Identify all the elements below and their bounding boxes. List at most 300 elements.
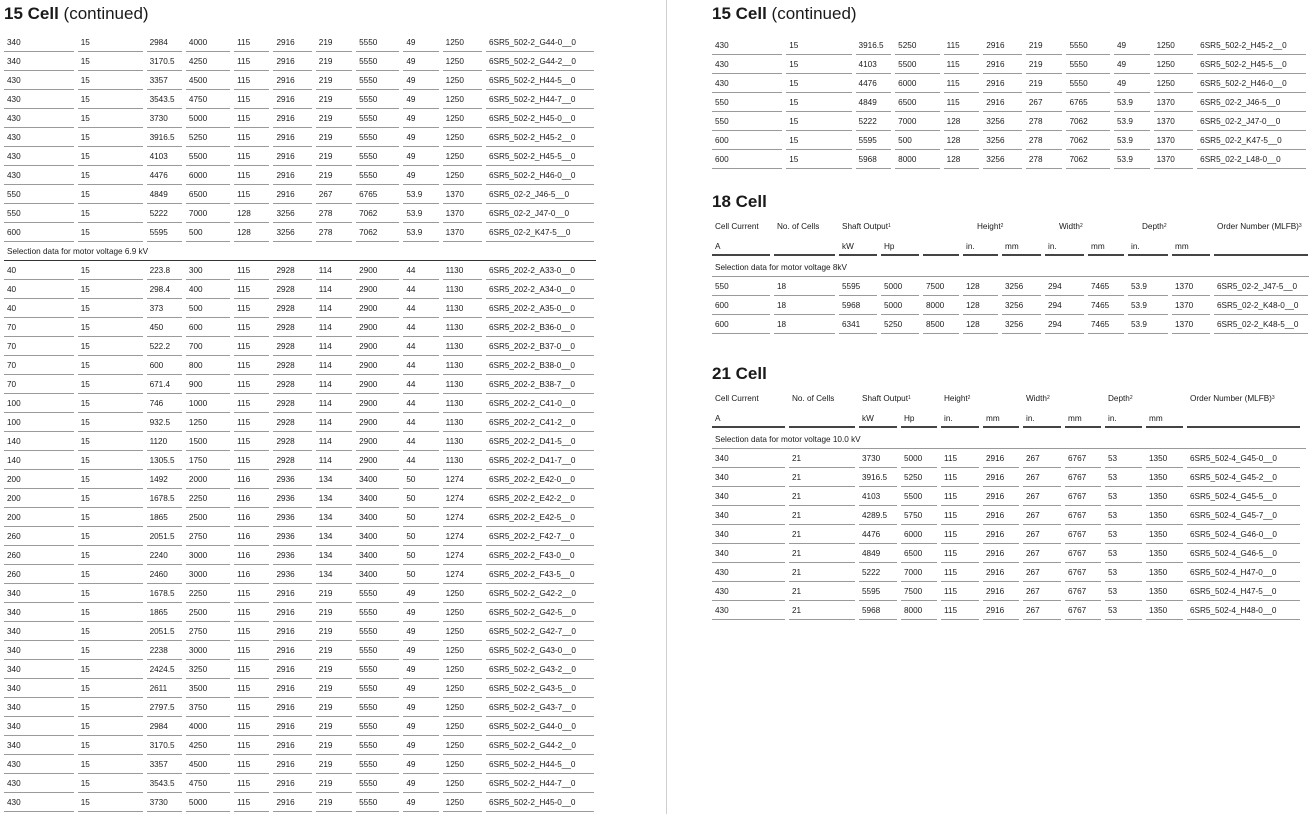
table-cell: 6SR5_502-2_H45-0__0 <box>486 793 598 812</box>
table-cell: 5222 <box>147 204 186 223</box>
table-cell: 300 <box>186 261 234 280</box>
table-cell: 2928 <box>273 261 315 280</box>
table-cell: 6SR5_502-2_G42-5__0 <box>486 603 598 622</box>
table-cell: 3500 <box>186 679 234 698</box>
table-cell: 2984 <box>147 33 186 52</box>
table-cell: 260 <box>4 565 78 584</box>
table-cell: 114 <box>316 337 356 356</box>
section-title-15-cell <box>712 4 1310 24</box>
table-cell: 128 <box>944 112 984 131</box>
table-cell: 2797.5 <box>147 698 186 717</box>
header-label: Depth <box>1142 221 1164 231</box>
table-cell: 50 <box>403 546 442 565</box>
table-cell: 2051.5 <box>147 527 186 546</box>
table-cell: 40 <box>4 261 78 280</box>
table-cell: 15 <box>786 55 855 74</box>
table-cell: 53 <box>1105 487 1146 506</box>
table-cell: 2916 <box>273 109 315 128</box>
table-cell: 5550 <box>356 109 403 128</box>
table-cell: 219 <box>316 698 356 717</box>
table-cell: 2916 <box>983 506 1023 525</box>
table-cell: 116 <box>234 527 273 546</box>
left-page <box>4 4 598 812</box>
table-cell: 7465 <box>1088 277 1128 296</box>
table-cell: 53.9 <box>1114 150 1154 169</box>
table-cell: 15 <box>78 90 147 109</box>
table-cell: 2750 <box>186 622 234 641</box>
table-cell: 6SR5_502-2_H44-7__0 <box>486 90 598 109</box>
unit-cell: kW <box>839 236 881 256</box>
table-cell: 49 <box>403 128 442 147</box>
table-cell: 6SR5_502-2_H44-5__0 <box>486 71 598 90</box>
table-row <box>712 74 1310 93</box>
table-cell: 15 <box>78 679 147 698</box>
table-cell: 3750 <box>186 698 234 717</box>
table-row <box>4 641 598 660</box>
table-row <box>4 508 598 527</box>
table-cell: 44 <box>403 261 442 280</box>
table-cell: 550 <box>712 277 774 296</box>
table-cell: 15 <box>78 603 147 622</box>
table-cell: 2916 <box>983 601 1023 620</box>
table-cell: 128 <box>963 296 1002 315</box>
table-cell: 6SR5_502-2_G44-0__0 <box>486 717 598 736</box>
table-cell: 294 <box>1045 296 1088 315</box>
table-cell: 15 <box>78 52 147 71</box>
units-row <box>712 408 1310 428</box>
table-cell: 2916 <box>983 582 1023 601</box>
table-cell: 2916 <box>273 717 315 736</box>
table-cell: 6SR5_502-2_H45-2__0 <box>1197 36 1310 55</box>
unit-cell: kW <box>859 408 901 428</box>
table-header-21-cell <box>712 388 1310 428</box>
table-cell: 7000 <box>895 112 944 131</box>
table-cell: 115 <box>234 90 273 109</box>
table-cell: 340 <box>712 468 789 487</box>
title-suffix: (continued) <box>766 4 857 23</box>
table-cell: 128 <box>234 223 273 242</box>
table-cell: 1250 <box>443 109 486 128</box>
table-cell: 6SR5_502-2_G44-0__0 <box>486 33 598 52</box>
table-cell: 5550 <box>356 717 403 736</box>
table-cell: 21 <box>789 525 859 544</box>
table-cell: 15 <box>786 93 855 112</box>
table-cell: 5550 <box>356 641 403 660</box>
table-cell: 1130 <box>443 280 486 299</box>
table-cell: 6000 <box>895 74 944 93</box>
table-cell: 3170.5 <box>147 52 186 71</box>
table-cell: 2916 <box>273 679 315 698</box>
table-row <box>4 280 598 299</box>
unit-cell: in. <box>1023 408 1065 428</box>
table-cell: 114 <box>316 318 356 337</box>
table-cell: 44 <box>403 432 442 451</box>
table-row <box>4 356 598 375</box>
table-cell: 116 <box>234 508 273 527</box>
table-cell: 6SR5_502-2_H45-0__0 <box>486 109 598 128</box>
table-cell: 3000 <box>186 565 234 584</box>
table-cell: 2916 <box>273 641 315 660</box>
unit-cell <box>789 408 859 428</box>
table-cell: 267 <box>1023 544 1065 563</box>
table-cell: 3400 <box>356 470 403 489</box>
table-cell: 5550 <box>356 147 403 166</box>
table-cell: 3400 <box>356 489 403 508</box>
table-cell: 267 <box>1023 487 1065 506</box>
table-cell: 1250 <box>443 33 486 52</box>
table-cell: 21 <box>789 544 859 563</box>
table-cell: 6SR5_202-2_A34-0__0 <box>486 280 598 299</box>
table-row <box>4 546 598 565</box>
header-label: Cell Current <box>715 221 759 231</box>
column-header: Depth 2 <box>1142 221 1167 231</box>
table-cell: 2900 <box>356 318 403 337</box>
table-cell: 6767 <box>1065 506 1105 525</box>
table-cell: 114 <box>316 299 356 318</box>
table-cell: 2936 <box>273 489 315 508</box>
table-cell: 49 <box>403 641 442 660</box>
table-cell: 5500 <box>901 487 941 506</box>
table-cell: 21 <box>789 468 859 487</box>
table-cell: 116 <box>234 565 273 584</box>
table-cell: 15 <box>78 109 147 128</box>
table-cell: 2916 <box>273 185 315 204</box>
table-cell: 15 <box>786 150 855 169</box>
table-cell: 15 <box>78 204 147 223</box>
table-cell: 15 <box>78 318 147 337</box>
table-cell: 2916 <box>983 487 1023 506</box>
table-cell: 7000 <box>186 204 234 223</box>
table-cell: 53 <box>1105 582 1146 601</box>
table-cell: 5500 <box>186 147 234 166</box>
table-cell: 7062 <box>1066 150 1114 169</box>
table-cell: 6SR5_502-2_G43-7__0 <box>486 698 598 717</box>
table-cell: 114 <box>316 375 356 394</box>
table-cell: 1250 <box>443 584 486 603</box>
table-cell: 5550 <box>356 52 403 71</box>
table-cell: 115 <box>234 584 273 603</box>
table-cell: 49 <box>403 166 442 185</box>
data-table-18-cell <box>712 277 1312 334</box>
table-cell: 340 <box>4 641 78 660</box>
unit-cell: mm <box>1146 408 1187 428</box>
table-cell: 2928 <box>273 432 315 451</box>
table-cell: 15 <box>78 546 147 565</box>
table-cell: 15 <box>78 736 147 755</box>
table-cell: 600 <box>147 356 186 375</box>
table-cell: 219 <box>1026 55 1067 74</box>
table-cell: 6SR5_502-2_H45-5__0 <box>1197 55 1310 74</box>
table-cell: 5550 <box>356 679 403 698</box>
table-cell: 50 <box>403 489 442 508</box>
table-cell: 219 <box>316 774 356 793</box>
table-cell: 5250 <box>881 315 923 334</box>
table-cell: 115 <box>234 774 273 793</box>
table-cell: 116 <box>234 489 273 508</box>
title-bold: 18 Cell <box>712 192 767 211</box>
table-cell: 140 <box>4 451 78 470</box>
table-cell: 15 <box>78 280 147 299</box>
table-row <box>712 487 1310 506</box>
table-cell: 15 <box>78 793 147 812</box>
table-cell: 267 <box>1023 582 1065 601</box>
unit-cell <box>923 236 963 256</box>
table-cell: 4103 <box>856 55 896 74</box>
table-cell: 430 <box>4 109 78 128</box>
table-cell: 115 <box>944 36 984 55</box>
table-cell: 2900 <box>356 261 403 280</box>
table-cell: 500 <box>186 299 234 318</box>
table-cell: 900 <box>186 375 234 394</box>
table-cell: 3916.5 <box>856 36 896 55</box>
unit-cell <box>774 236 839 256</box>
table-cell: 1130 <box>443 394 486 413</box>
column-header: Shaft Output 1 <box>842 221 891 231</box>
table-cell: 115 <box>234 128 273 147</box>
table-cell: 6SR5_502-4_H48-0__0 <box>1187 601 1304 620</box>
table-row <box>4 565 598 584</box>
table-row <box>4 622 598 641</box>
table-row <box>712 449 1310 468</box>
table-cell: 2916 <box>983 36 1026 55</box>
table-cell: 3730 <box>859 449 901 468</box>
table-cell: 550 <box>4 185 78 204</box>
table-cell: 15 <box>78 470 147 489</box>
table-cell: 15 <box>78 299 147 318</box>
table-cell: 21 <box>789 506 859 525</box>
table-cell: 128 <box>944 131 984 150</box>
table-cell: 5968 <box>839 296 881 315</box>
table-cell: 6SR5_502-2_H46-0__0 <box>486 166 598 185</box>
table-cell: 1250 <box>443 774 486 793</box>
table-cell: 1350 <box>1146 582 1187 601</box>
table-cell: 15 <box>78 128 147 147</box>
header-label: Height <box>977 221 1001 231</box>
table-cell: 5750 <box>901 506 941 525</box>
table-cell: 44 <box>403 318 442 337</box>
table-cell: 15 <box>78 527 147 546</box>
table-cell: 15 <box>78 185 147 204</box>
table-cell: 278 <box>316 204 356 223</box>
table-cell: 1370 <box>1154 150 1198 169</box>
table-cell: 8500 <box>923 315 963 334</box>
table-cell: 267 <box>1023 468 1065 487</box>
table-cell: 115 <box>234 147 273 166</box>
table-cell: 40 <box>4 299 78 318</box>
unit-cell: mm <box>983 408 1023 428</box>
table-cell: 115 <box>944 93 984 112</box>
table-cell: 15 <box>78 698 147 717</box>
table-header-18-cell <box>712 216 1312 256</box>
table-cell: 6SR5_502-2_H44-5__0 <box>486 755 598 774</box>
table-cell: 1500 <box>186 432 234 451</box>
table-cell: 1370 <box>443 204 486 223</box>
header-label: Order Number (MLFB) <box>1217 221 1299 231</box>
table-row <box>4 185 598 204</box>
table-cell: 200 <box>4 508 78 527</box>
unit-cell: mm <box>1065 408 1105 428</box>
header-label: No. of Cells <box>792 393 835 403</box>
table-cell: 53.9 <box>403 185 442 204</box>
table-cell: 114 <box>316 261 356 280</box>
table-cell: 44 <box>403 375 442 394</box>
table-cell: 267 <box>1023 563 1065 582</box>
table-cell: 70 <box>4 337 78 356</box>
header-label: Cell Current <box>715 393 759 403</box>
table-cell: 115 <box>941 525 983 544</box>
table-cell: 115 <box>234 679 273 698</box>
table-row <box>4 774 598 793</box>
table-cell: 5500 <box>895 55 944 74</box>
table-cell: 2916 <box>273 603 315 622</box>
table-cell: 49 <box>403 584 442 603</box>
table-cell: 49 <box>403 698 442 717</box>
header-label: Depth <box>1108 393 1130 403</box>
table-cell: 1130 <box>443 356 486 375</box>
header-row <box>712 388 1310 408</box>
table-cell: 115 <box>234 755 273 774</box>
table-cell: 2238 <box>147 641 186 660</box>
table-cell: 1250 <box>443 736 486 755</box>
table-cell: 115 <box>941 544 983 563</box>
table-cell: 671.4 <box>147 375 186 394</box>
table-cell: 15 <box>78 337 147 356</box>
table-cell: 6SR5_502-2_G44-2__0 <box>486 52 598 71</box>
table-cell: 219 <box>316 755 356 774</box>
table-cell: 430 <box>4 793 78 812</box>
table-cell: 1130 <box>443 451 486 470</box>
table-cell: 260 <box>4 527 78 546</box>
table-cell: 115 <box>234 318 273 337</box>
table-cell: 4250 <box>186 736 234 755</box>
table-cell: 430 <box>712 601 789 620</box>
table-cell: 6SR5_502-2_H46-0__0 <box>1197 74 1310 93</box>
table-cell: 53 <box>1105 563 1146 582</box>
table-cell: 1274 <box>443 546 486 565</box>
table-cell: 2916 <box>983 544 1023 563</box>
table-cell: 219 <box>316 33 356 52</box>
table-cell: 6SR5_202-2_D41-5__0 <box>486 432 598 451</box>
header-label: Shaft Output <box>862 393 908 403</box>
table-cell: 115 <box>234 603 273 622</box>
table-cell: 340 <box>4 603 78 622</box>
table-cell: 2500 <box>186 508 234 527</box>
table-row <box>712 544 1310 563</box>
table-cell: 6767 <box>1065 563 1105 582</box>
header-label: No. of Cells <box>777 221 820 231</box>
table-cell: 2900 <box>356 413 403 432</box>
table-cell: 140 <box>4 432 78 451</box>
table-cell: 219 <box>316 736 356 755</box>
table-cell: 340 <box>4 717 78 736</box>
table-cell: 1350 <box>1146 544 1187 563</box>
unit-cell: mm <box>1088 236 1128 256</box>
table-row <box>712 150 1310 169</box>
table-cell: 2900 <box>356 432 403 451</box>
column-header: Order Number (MLFB) 3 <box>1217 221 1302 231</box>
column-header: Height 2 <box>944 393 971 403</box>
table-cell: 115 <box>234 109 273 128</box>
table-cell: 278 <box>1026 131 1067 150</box>
table-cell: 1250 <box>443 128 486 147</box>
table-cell: 3357 <box>147 755 186 774</box>
table-cell: 53 <box>1105 525 1146 544</box>
table-cell: 53.9 <box>1114 93 1154 112</box>
table-cell: 49 <box>403 660 442 679</box>
table-cell: 3256 <box>1002 296 1045 315</box>
table-cell: 7062 <box>356 223 403 242</box>
table-cell: 44 <box>403 413 442 432</box>
table-cell: 5550 <box>356 622 403 641</box>
table-cell: 1250 <box>186 413 234 432</box>
table-cell: 2250 <box>186 489 234 508</box>
table-cell: 1130 <box>443 299 486 318</box>
table-cell: 1274 <box>443 565 486 584</box>
table-cell: 15 <box>78 508 147 527</box>
table-cell: 115 <box>234 299 273 318</box>
header-label: Width <box>1026 393 1047 403</box>
table-cell: 115 <box>941 468 983 487</box>
unit-cell: Hp <box>881 236 923 256</box>
table-cell: 3543.5 <box>147 90 186 109</box>
table-cell: 6SR5_502-2_G43-0__0 <box>486 641 598 660</box>
table-cell: 430 <box>712 36 786 55</box>
table-row <box>4 489 598 508</box>
table-cell: 53.9 <box>1128 315 1172 334</box>
units-row <box>712 236 1312 256</box>
table-cell: 450 <box>147 318 186 337</box>
table-cell: 6SR5_502-2_G43-5__0 <box>486 679 598 698</box>
table-cell: 49 <box>403 793 442 812</box>
table-cell: 5000 <box>901 449 941 468</box>
table-cell: 128 <box>963 315 1002 334</box>
table-cell: 6767 <box>1065 487 1105 506</box>
table-cell: 114 <box>316 280 356 299</box>
table-row <box>4 109 598 128</box>
table-cell: 340 <box>4 736 78 755</box>
table-cell: 1350 <box>1146 487 1187 506</box>
table-cell: 6SR5_02-2_L48-0__0 <box>1197 150 1310 169</box>
table-cell: 5595 <box>147 223 186 242</box>
table-cell: 1274 <box>443 527 486 546</box>
table-row <box>4 52 598 71</box>
table-cell: 746 <box>147 394 186 413</box>
table-cell: 1130 <box>443 375 486 394</box>
table-cell: 267 <box>1023 525 1065 544</box>
table-cell: 44 <box>403 337 442 356</box>
table-cell: 2916 <box>273 774 315 793</box>
column-header: Shaft Output 1 <box>862 393 911 403</box>
unit-cell: Hp <box>901 408 941 428</box>
table-cell: 114 <box>316 394 356 413</box>
table-cell: 15 <box>78 223 147 242</box>
table-cell: 7465 <box>1088 296 1128 315</box>
table-cell: 134 <box>316 546 356 565</box>
table-cell: 115 <box>941 487 983 506</box>
table-cell: 2916 <box>983 563 1023 582</box>
table-row <box>4 584 598 603</box>
table-cell: 49 <box>403 755 442 774</box>
table-cell: 6SR5_502-4_G45-5__0 <box>1187 487 1304 506</box>
table-cell: 7000 <box>901 563 941 582</box>
table-row <box>712 506 1310 525</box>
table-cell: 7500 <box>923 277 963 296</box>
table-cell: 5550 <box>356 603 403 622</box>
table-cell: 53.9 <box>1114 112 1154 131</box>
table-cell: 1370 <box>443 185 486 204</box>
table-cell: 5000 <box>881 277 923 296</box>
table-cell: 5250 <box>895 36 944 55</box>
